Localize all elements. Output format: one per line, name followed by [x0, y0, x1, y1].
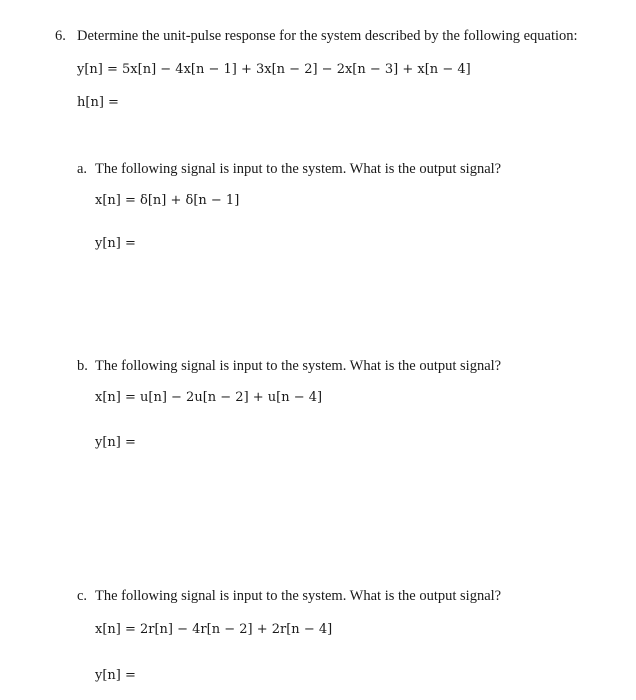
part-label: b. [77, 358, 88, 374]
part-prompt: The following signal is input to the system. What is the output signal? [95, 358, 502, 374]
input-signal: x[n] = δ[n] + δ[n − 1] [95, 193, 240, 208]
input-signal: x[n] = 2r[n] − 4r[n − 2] + 2r[n − 4] [95, 622, 333, 637]
part-prompt: The following signal is input to the system. What is the output signal? [95, 161, 502, 177]
output-label: y[n] = [95, 435, 136, 450]
part-label: a. [77, 161, 88, 177]
question-number: 6. [55, 28, 66, 44]
impulse-response-label: h[n] = [77, 95, 119, 110]
output-label: y[n] = [95, 668, 136, 683]
system-equation: y[n] = 5x[n] − 4x[n − 1] + 3x[n − 2] − 2x[n − 3] + x[n − 4] [77, 62, 471, 77]
input-signal: x[n] = u[n] − 2u[n − 2] + u[n − 4] [95, 390, 323, 405]
output-label: y[n] = [95, 236, 136, 251]
part-label: c. [77, 588, 88, 604]
question-prompt: Determine the unit-pulse response for the system described by the following equation: [77, 28, 578, 44]
part-prompt: The following signal is input to the system. What is the output signal? [95, 588, 502, 604]
